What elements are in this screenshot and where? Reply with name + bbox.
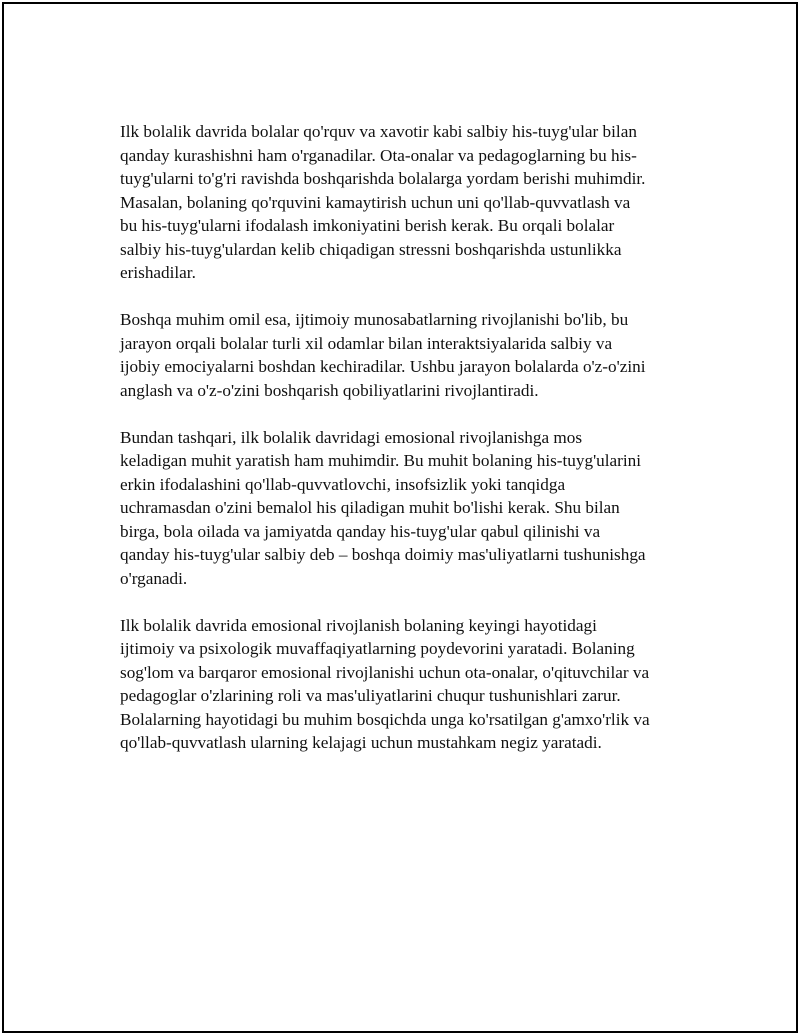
text-line: ijtimoiy va psixologik muvaffaqiyatlarning poydevorini yaratadi. Bolaning (120, 639, 635, 658)
text-line: birga, bola oilada va jamiyatda qanday his-tuyg'ular qabul qilinishi va (120, 521, 601, 541)
text-line: Masalan, bolaning qo'rquvini kamaytirish uchun uni qo'llab-quvvatlash va (120, 192, 631, 212)
paragraph-1 (120, 120, 690, 285)
text-line: Boshqa muhim omil esa, ijtimoiy munosabatlarning rivojlanishi bo'lib, bu (120, 310, 629, 329)
text-line: uchramasdan o'zini bemalol his qiladigan muhit bo'lishi kerak. Shu bilan (120, 498, 620, 517)
text-line: o'rganadi. (120, 568, 188, 588)
text-line: salbiy his-tuyg'ulardan kelib chiqadigan stressni boshqarishda ustunlikka (120, 239, 622, 259)
text-line: Bolalarning hayotidagi bu muhim bosqichda unga ko'rsatilgan g'amxo'rlik va (120, 709, 650, 729)
text-line: anglash va o'z-o'zini boshqarish qobiliyatlarini rivojlantiradi. (120, 380, 539, 400)
text-line: erkin ifodalashini qo'llab-quvvatlovchi, insofsizlik yoki tanqidga (120, 474, 566, 494)
text-line: Bundan tashqari, ilk bolalik davridagi emosional rivojlanishga mos (120, 427, 583, 447)
paragraph-2 (120, 308, 690, 402)
text-line: sog'lom va barqaror emosional rivojlanishi uchun ota-onalar, o'qituvchilar va (120, 662, 650, 682)
page-frame (2, 2, 798, 1033)
text-line: keladigan muhit yaratish ham muhimdir. Bu muhit bolaning his-tuyg'ularini (120, 451, 642, 470)
text-line: ijobiy emociyalarni boshdan kechiradilar. Ushbu jarayon bolalarda o'z-o'zini (120, 357, 646, 376)
text-line: Ilk bolalik davrida bolalar qo'rquv va xavotir kabi salbiy his-tuyg'ular bilan (120, 122, 637, 141)
text-line: qanday his-tuyg'ular salbiy deb – boshqa doimiy mas'uliyatlarni tushunishga (120, 545, 646, 564)
text-line: qo'llab-quvvatlash ularning kelajagi uchun mustahkam negiz yaratadi. (120, 733, 602, 752)
text-line: erishadilar. (120, 263, 196, 282)
text-line: pedagoglar o'zlarining roli va mas'uliyatlarini chuqur tushunishlari zarur. (120, 686, 621, 705)
paragraph-3 (120, 426, 690, 591)
paragraph-4 (120, 614, 690, 755)
text-line: tuyg'ularni to'g'ri ravishda boshqarishda bolalarga yordam berishi muhimdir. (120, 169, 646, 188)
text-line: bu his-tuyg'ularni ifodalash imkoniyatini berish kerak. Bu orqali bolalar (120, 216, 615, 235)
document-body (120, 120, 690, 778)
text-line: jarayon orqali bolalar turli xil odamlar bilan interaktsiyalarida salbiy va (120, 333, 613, 353)
text-line: qanday kurashishni ham o'rganadilar. Ota-onalar va pedagoglarning bu his- (120, 145, 637, 165)
text-line: Ilk bolalik davrida emosional rivojlanish bolaning keyingi hayotidagi (120, 615, 597, 635)
